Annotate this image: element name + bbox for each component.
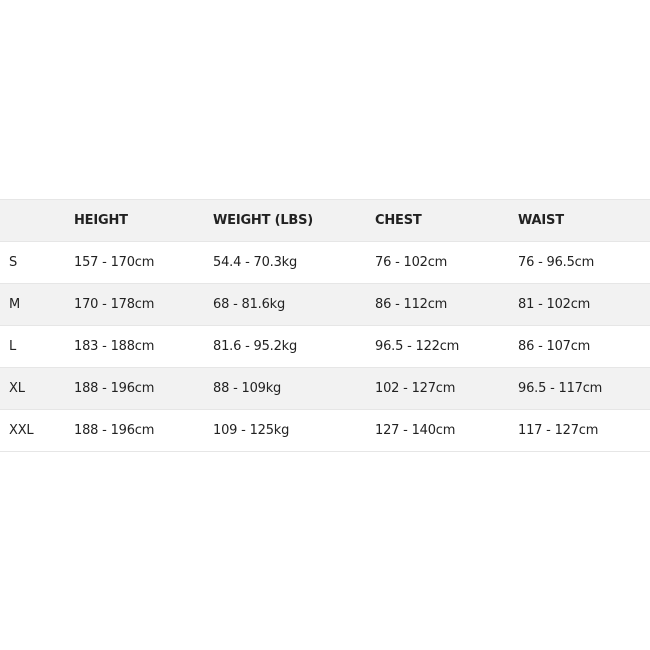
weight-cell: 88 - 109kg [213, 381, 282, 396]
table-row [0, 326, 650, 368]
waist-cell: 117 - 127cm [518, 423, 599, 438]
header-chest: CHEST [375, 213, 422, 228]
weight-cell: 54.4 - 70.3kg [213, 255, 298, 270]
size-label: XL [9, 381, 25, 396]
waist-cell: 96.5 - 117cm [518, 381, 603, 396]
waist-cell: 81 - 102cm [518, 297, 591, 312]
size-label: XXL [9, 423, 34, 438]
table-row [0, 410, 650, 452]
table-header-row [0, 200, 650, 242]
waist-cell: 76 - 96.5cm [518, 255, 595, 270]
chest-cell: 96.5 - 122cm [375, 339, 460, 354]
height-cell: 170 - 178cm [74, 297, 155, 312]
weight-cell: 81.6 - 95.2kg [213, 339, 298, 354]
height-cell: 157 - 170cm [74, 255, 155, 270]
table-row [0, 242, 650, 284]
header-height: HEIGHT [74, 213, 128, 228]
height-cell: 188 - 196cm [74, 423, 155, 438]
chest-cell: 127 - 140cm [375, 423, 456, 438]
table-row [0, 368, 650, 410]
chest-cell: 76 - 102cm [375, 255, 448, 270]
size-label: L [9, 339, 17, 354]
chest-cell: 102 - 127cm [375, 381, 456, 396]
weight-cell: 109 - 125kg [213, 423, 290, 438]
size-chart-table [0, 199, 650, 452]
chest-cell: 86 - 112cm [375, 297, 448, 312]
size-label: M [9, 297, 21, 312]
size-label: S [9, 255, 18, 270]
table-row [0, 284, 650, 326]
height-cell: 183 - 188cm [74, 339, 155, 354]
height-cell: 188 - 196cm [74, 381, 155, 396]
header-weight: WEIGHT (LBS) [213, 213, 314, 228]
weight-cell: 68 - 81.6kg [213, 297, 286, 312]
header-size [0, 200, 74, 242]
header-waist: WAIST [518, 213, 564, 228]
waist-cell: 86 - 107cm [518, 339, 591, 354]
